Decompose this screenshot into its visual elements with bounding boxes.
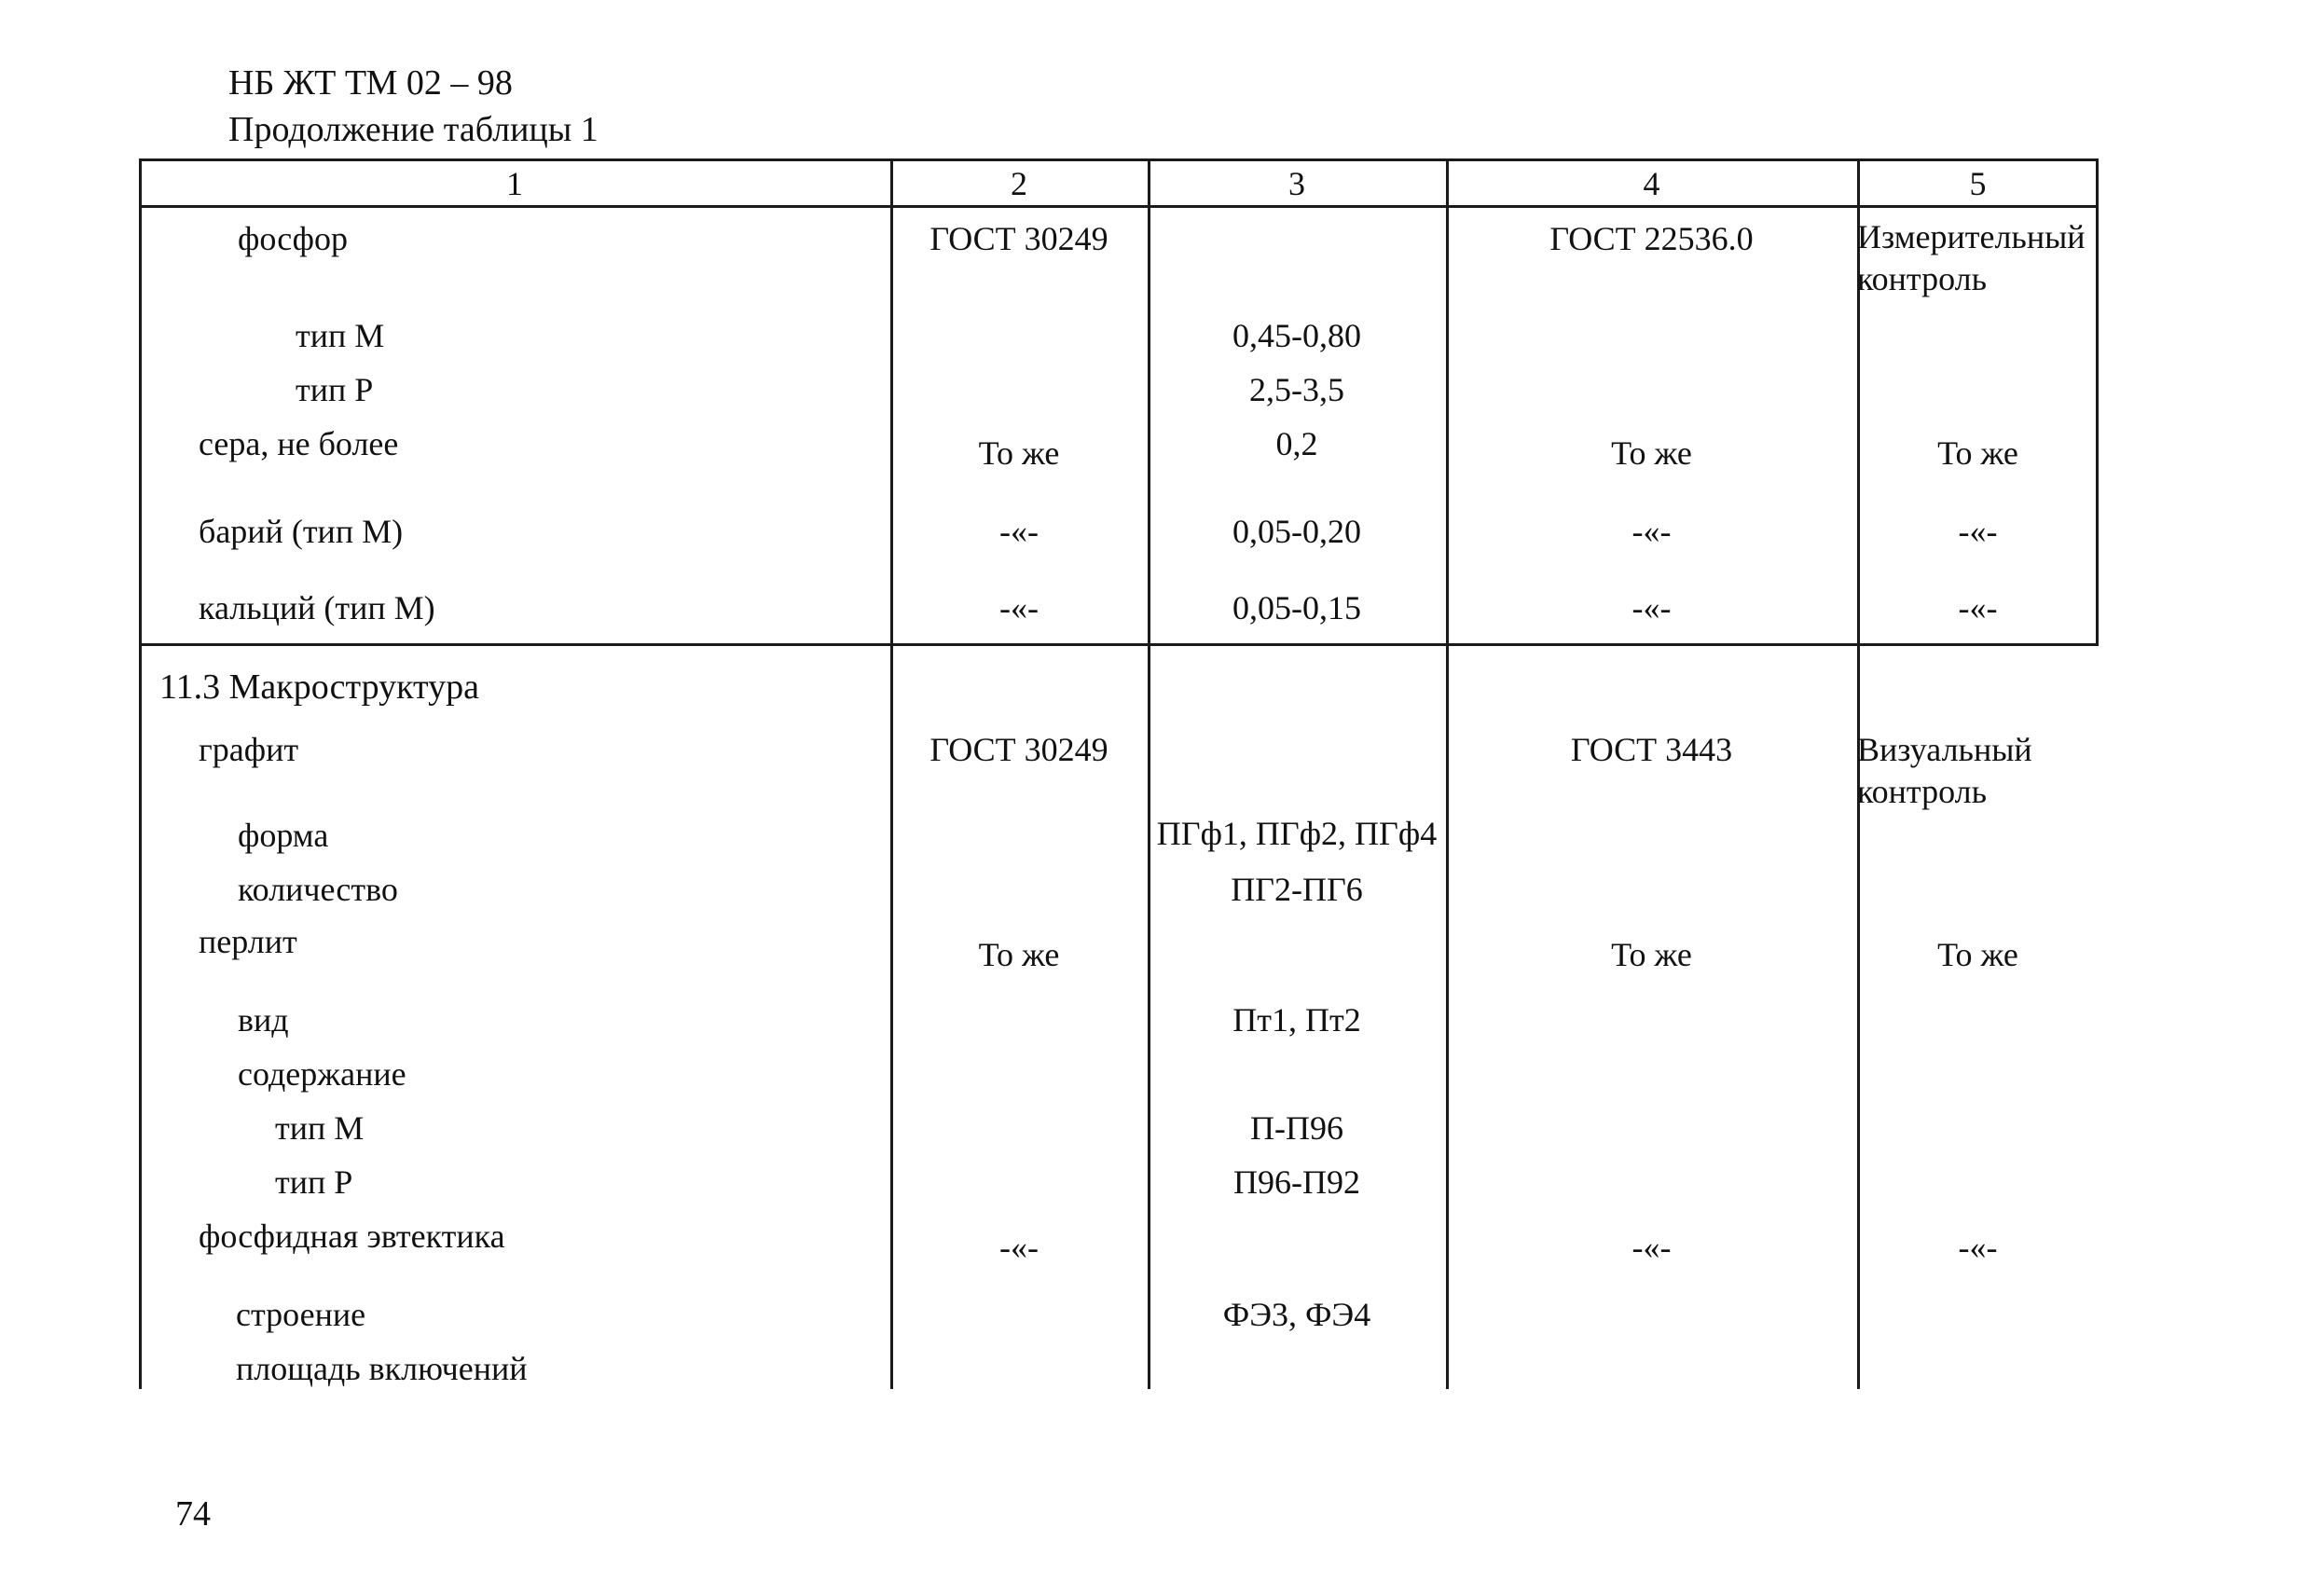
section-title-macrostructure: 11.3 Макроструктура	[159, 667, 480, 707]
column-divider-3	[1446, 158, 1449, 1389]
value-phosphorus-type-p: 2,5-3,5	[1249, 371, 1344, 408]
value-graphite-form: ПГф1, ПГф2, ПГф4	[1156, 815, 1438, 852]
column-number-5: 5	[1969, 165, 1987, 202]
column-divider-1	[890, 158, 893, 1389]
standard-phosphide-eutectic: -«-	[999, 1229, 1039, 1266]
table-border-left	[139, 158, 142, 1389]
column-number-4: 4	[1643, 165, 1660, 202]
control-pearlite: То же	[1937, 936, 2018, 973]
row-label-inclusion-area: площадь включений	[236, 1350, 528, 1387]
control-sulfur: То же	[1937, 434, 2018, 472]
method-standard-phosphide-eutectic: -«-	[1631, 1229, 1672, 1266]
standard-phosphorus: ГОСТ 30249	[929, 220, 1108, 257]
value-phosphorus-type-m: 0,45-0,80	[1232, 317, 1361, 354]
method-standard-sulfur: То же	[1611, 434, 1692, 472]
method-standard-phosphorus: ГОСТ 22536.0	[1549, 220, 1754, 257]
row-label-pearlite-kind: вид	[238, 1001, 289, 1039]
value-phosphide-structure: ФЭ3, ФЭ4	[1222, 1296, 1371, 1333]
row-label-pearlite-content: содержание	[238, 1055, 406, 1093]
standard-calcium: -«-	[999, 589, 1039, 626]
value-pearlite-type-p: П96-П92	[1233, 1163, 1360, 1201]
row-label-calcium: кальций (тип М)	[199, 589, 435, 626]
row-label-pearlite: перлит	[199, 923, 297, 960]
method-standard-barium: -«-	[1631, 513, 1672, 550]
row-label-pearlite-type-m: тип М	[275, 1109, 365, 1147]
standard-barium: -«-	[999, 513, 1039, 550]
row-label-graphite: графит	[199, 731, 299, 768]
method-standard-pearlite: То же	[1611, 936, 1692, 973]
table-continuation-caption: Продолжение таблицы 1	[228, 110, 599, 149]
control-barium: -«-	[1958, 513, 1998, 550]
table-border-top	[139, 158, 2099, 161]
table-border-right	[2096, 158, 2099, 643]
row-label-sulfur: сера, не более	[199, 425, 399, 462]
value-pearlite-kind: Пт1, Пт2	[1232, 1001, 1361, 1039]
data-table	[139, 158, 2099, 1389]
standard-pearlite: То же	[978, 936, 1060, 973]
standard-graphite: ГОСТ 30249	[929, 731, 1108, 768]
value-calcium: 0,05-0,15	[1232, 589, 1361, 626]
row-label-graphite-form: форма	[238, 817, 329, 854]
row-label-graphite-quantity: количество	[238, 871, 398, 908]
header-row-divider	[139, 205, 2099, 208]
row-label-phosphorus-type-p: тип Р	[296, 371, 374, 408]
row-label-phosphorus-type-m: тип М	[296, 317, 385, 354]
control-phosphorus: Измерительный контроль	[1857, 218, 2086, 297]
row-label-barium: барий (тип М)	[199, 513, 404, 550]
method-standard-calcium: -«-	[1631, 589, 1672, 626]
value-graphite-quantity: ПГ2-ПГ6	[1231, 871, 1363, 908]
value-barium: 0,05-0,20	[1232, 513, 1361, 550]
standard-sulfur: То же	[978, 434, 1060, 472]
column-number-2: 2	[1011, 165, 1027, 202]
document-code: НБ ЖТ ТМ 02 – 98	[228, 63, 513, 103]
method-standard-graphite: ГОСТ 3443	[1570, 731, 1733, 768]
row-label-pearlite-type-p: тип Р	[275, 1163, 353, 1201]
value-pearlite-type-m: П-П96	[1250, 1109, 1343, 1147]
control-graphite: Визуальный контроль	[1857, 731, 2032, 810]
page-number: 74	[175, 1494, 211, 1534]
control-phosphide-eutectic: -«-	[1958, 1229, 1998, 1266]
column-number-1: 1	[506, 165, 523, 202]
row-label-phosphide-eutectic: фосфидная эвтектика	[199, 1218, 505, 1255]
row-label-phosphide-structure: строение	[236, 1296, 366, 1333]
section-divider	[139, 643, 2099, 646]
column-number-3: 3	[1288, 165, 1305, 202]
value-sulfur: 0,2	[1275, 425, 1318, 462]
control-calcium: -«-	[1958, 589, 1998, 626]
row-label-phosphorus: фосфор	[238, 220, 348, 257]
